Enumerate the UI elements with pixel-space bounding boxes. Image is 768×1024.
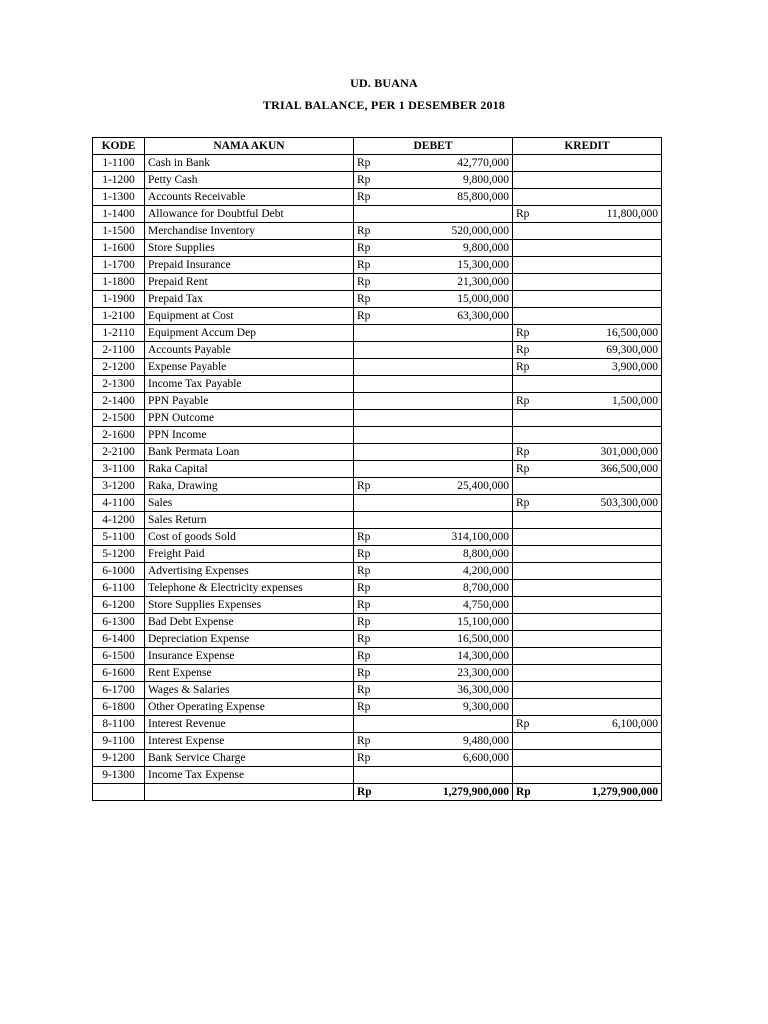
kredit-currency: Rp xyxy=(513,342,543,359)
table-row xyxy=(93,444,662,461)
account-code: 2-1500 xyxy=(93,410,145,427)
account-code: 1-1800 xyxy=(93,274,145,291)
account-code: 3-1200 xyxy=(93,478,145,495)
table-row xyxy=(93,189,662,206)
debet-currency: Rp xyxy=(354,597,386,614)
account-name: Interest Expense xyxy=(145,733,354,750)
account-name: Raka Capital xyxy=(145,461,354,478)
account-code: 9-1300 xyxy=(93,767,145,784)
debet-amount xyxy=(386,376,513,393)
kredit-amount xyxy=(543,274,662,291)
kredit-currency xyxy=(513,699,543,716)
debet-amount xyxy=(386,461,513,478)
account-name: Bank Permata Loan xyxy=(145,444,354,461)
account-name: Store Supplies Expenses xyxy=(145,597,354,614)
debet-amount: 42,770,000 xyxy=(386,155,513,172)
account-name: Prepaid Rent xyxy=(145,274,354,291)
kredit-amount xyxy=(543,291,662,308)
kredit-currency xyxy=(513,274,543,291)
debet-currency xyxy=(354,206,386,223)
total-row xyxy=(93,784,662,801)
kredit-currency xyxy=(513,478,543,495)
debet-currency: Rp xyxy=(354,614,386,631)
table-row xyxy=(93,682,662,699)
table-row xyxy=(93,750,662,767)
account-name: PPN Outcome xyxy=(145,410,354,427)
account-name: Interest Revenue xyxy=(145,716,354,733)
kredit-amount xyxy=(543,308,662,325)
account-code: 6-1000 xyxy=(93,563,145,580)
kredit-amount xyxy=(543,563,662,580)
kredit-amount: 6,100,000 xyxy=(543,716,662,733)
debet-amount: 15,300,000 xyxy=(386,257,513,274)
kredit-currency xyxy=(513,665,543,682)
debet-amount: 9,480,000 xyxy=(386,733,513,750)
kredit-amount xyxy=(543,546,662,563)
account-code: 5-1200 xyxy=(93,546,145,563)
kredit-currency: Rp xyxy=(513,325,543,342)
total-nama-cell xyxy=(145,784,354,801)
account-code: 2-1100 xyxy=(93,342,145,359)
kredit-currency xyxy=(513,172,543,189)
account-code: 8-1100 xyxy=(93,716,145,733)
account-code: 2-1600 xyxy=(93,427,145,444)
debet-amount: 16,500,000 xyxy=(386,631,513,648)
table-row xyxy=(93,597,662,614)
debet-amount: 14,300,000 xyxy=(386,648,513,665)
debet-amount: 314,100,000 xyxy=(386,529,513,546)
account-code: 1-1200 xyxy=(93,172,145,189)
account-code: 9-1200 xyxy=(93,750,145,767)
account-name: Depreciation Expense xyxy=(145,631,354,648)
debet-currency: Rp xyxy=(354,478,386,495)
account-name: PPN Payable xyxy=(145,393,354,410)
total-debet-currency: Rp xyxy=(354,784,386,801)
table-row xyxy=(93,240,662,257)
account-code: 1-2110 xyxy=(93,325,145,342)
company-name: UD. BUANA xyxy=(350,76,418,90)
account-name: Accounts Receivable xyxy=(145,189,354,206)
account-code: 1-1900 xyxy=(93,291,145,308)
table-header-row xyxy=(93,138,662,155)
kredit-currency xyxy=(513,257,543,274)
account-name: Store Supplies xyxy=(145,240,354,257)
table-row xyxy=(93,325,662,342)
kredit-currency: Rp xyxy=(513,444,543,461)
kredit-amount xyxy=(543,699,662,716)
account-name: Rent Expense xyxy=(145,665,354,682)
table-row xyxy=(93,512,662,529)
debet-currency xyxy=(354,342,386,359)
debet-amount: 8,800,000 xyxy=(386,546,513,563)
account-code: 2-1300 xyxy=(93,376,145,393)
table-row xyxy=(93,529,662,546)
debet-currency xyxy=(354,393,386,410)
kredit-currency xyxy=(513,767,543,784)
total-kredit-currency: Rp xyxy=(513,784,543,801)
table-row xyxy=(93,274,662,291)
debet-amount: 21,300,000 xyxy=(386,274,513,291)
debet-amount xyxy=(386,767,513,784)
kredit-currency xyxy=(513,376,543,393)
kredit-amount xyxy=(543,512,662,529)
kredit-amount xyxy=(543,172,662,189)
debet-currency: Rp xyxy=(354,308,386,325)
kredit-amount xyxy=(543,376,662,393)
debet-amount: 4,200,000 xyxy=(386,563,513,580)
kredit-amount xyxy=(543,529,662,546)
account-code: 9-1100 xyxy=(93,733,145,750)
debet-currency xyxy=(354,716,386,733)
debet-currency: Rp xyxy=(354,291,386,308)
table-row xyxy=(93,767,662,784)
debet-currency: Rp xyxy=(354,733,386,750)
kredit-amount: 1,500,000 xyxy=(543,393,662,410)
kredit-amount: 11,800,000 xyxy=(543,206,662,223)
debet-amount: 15,000,000 xyxy=(386,291,513,308)
table-row xyxy=(93,291,662,308)
account-name: Prepaid Insurance xyxy=(145,257,354,274)
debet-currency: Rp xyxy=(354,665,386,682)
table-row xyxy=(93,563,662,580)
account-code: 6-1500 xyxy=(93,648,145,665)
account-name: Income Tax Payable xyxy=(145,376,354,393)
account-code: 1-1300 xyxy=(93,189,145,206)
debet-currency: Rp xyxy=(354,189,386,206)
debet-currency xyxy=(354,444,386,461)
account-name: Petty Cash xyxy=(145,172,354,189)
account-code: 2-1400 xyxy=(93,393,145,410)
table-row xyxy=(93,410,662,427)
account-name: Raka, Drawing xyxy=(145,478,354,495)
table-row xyxy=(93,155,662,172)
debet-currency: Rp xyxy=(354,682,386,699)
kredit-currency xyxy=(513,597,543,614)
table-row xyxy=(93,427,662,444)
account-name: Advertising Expenses xyxy=(145,563,354,580)
account-code: 6-1700 xyxy=(93,682,145,699)
account-name: Freight Paid xyxy=(145,546,354,563)
kredit-currency xyxy=(513,189,543,206)
kredit-currency xyxy=(513,240,543,257)
kredit-amount xyxy=(543,410,662,427)
account-name: Merchandise Inventory xyxy=(145,223,354,240)
kredit-currency xyxy=(513,563,543,580)
account-name: Bad Debt Expense xyxy=(145,614,354,631)
kredit-currency: Rp xyxy=(513,495,543,512)
kredit-amount: 69,300,000 xyxy=(543,342,662,359)
account-name: Cost of goods Sold xyxy=(145,529,354,546)
kredit-currency: Rp xyxy=(513,206,543,223)
debet-amount xyxy=(386,495,513,512)
account-code: 6-1600 xyxy=(93,665,145,682)
debet-currency: Rp xyxy=(354,257,386,274)
account-name: Sales Return xyxy=(145,512,354,529)
debet-currency xyxy=(354,410,386,427)
account-name: Other Operating Expense xyxy=(145,699,354,716)
kredit-currency: Rp xyxy=(513,716,543,733)
debet-amount: 15,100,000 xyxy=(386,614,513,631)
kredit-amount: 3,900,000 xyxy=(543,359,662,376)
kredit-amount xyxy=(543,155,662,172)
kredit-amount xyxy=(543,223,662,240)
kredit-amount xyxy=(543,189,662,206)
table-row xyxy=(93,699,662,716)
account-name: PPN Income xyxy=(145,427,354,444)
table-row xyxy=(93,648,662,665)
debet-currency xyxy=(354,376,386,393)
debet-currency: Rp xyxy=(354,580,386,597)
debet-currency xyxy=(354,495,386,512)
kredit-currency: Rp xyxy=(513,461,543,478)
debet-amount: 25,400,000 xyxy=(386,478,513,495)
debet-currency: Rp xyxy=(354,648,386,665)
account-code: 6-1400 xyxy=(93,631,145,648)
debet-currency: Rp xyxy=(354,155,386,172)
debet-amount: 36,300,000 xyxy=(386,682,513,699)
account-code: 1-1400 xyxy=(93,206,145,223)
kredit-currency xyxy=(513,155,543,172)
debet-currency: Rp xyxy=(354,750,386,767)
kredit-amount: 366,500,000 xyxy=(543,461,662,478)
kredit-amount xyxy=(543,580,662,597)
table-row xyxy=(93,308,662,325)
debet-amount xyxy=(386,716,513,733)
kredit-amount xyxy=(543,478,662,495)
debet-amount xyxy=(386,342,513,359)
kredit-currency xyxy=(513,631,543,648)
debet-currency xyxy=(354,325,386,342)
debet-currency: Rp xyxy=(354,274,386,291)
column-header-kredit: KREDIT xyxy=(513,138,662,155)
account-name: Equipment Accum Dep xyxy=(145,325,354,342)
account-code: 3-1100 xyxy=(93,461,145,478)
debet-currency xyxy=(354,427,386,444)
table-row xyxy=(93,342,662,359)
kredit-currency: Rp xyxy=(513,359,543,376)
kredit-amount xyxy=(543,648,662,665)
debet-amount: 4,750,000 xyxy=(386,597,513,614)
kredit-amount: 301,000,000 xyxy=(543,444,662,461)
account-code: 5-1100 xyxy=(93,529,145,546)
kredit-currency xyxy=(513,580,543,597)
kredit-amount xyxy=(543,257,662,274)
debet-amount: 520,000,000 xyxy=(386,223,513,240)
account-code: 1-1700 xyxy=(93,257,145,274)
kredit-currency xyxy=(513,648,543,665)
table-row xyxy=(93,461,662,478)
table-row xyxy=(93,614,662,631)
kredit-amount xyxy=(543,614,662,631)
account-code: 6-1100 xyxy=(93,580,145,597)
account-code: 1-1500 xyxy=(93,223,145,240)
debet-amount: 63,300,000 xyxy=(386,308,513,325)
total-debet-amount: 1,279,900,000 xyxy=(386,784,513,801)
account-name: Allowance for Doubtful Debt xyxy=(145,206,354,223)
debet-amount: 9,800,000 xyxy=(386,172,513,189)
debet-currency xyxy=(354,461,386,478)
debet-currency: Rp xyxy=(354,563,386,580)
kredit-currency xyxy=(513,427,543,444)
account-name: Sales xyxy=(145,495,354,512)
debet-currency: Rp xyxy=(354,529,386,546)
debet-currency: Rp xyxy=(354,240,386,257)
kredit-amount: 503,300,000 xyxy=(543,495,662,512)
kredit-amount xyxy=(543,597,662,614)
debet-currency: Rp xyxy=(354,699,386,716)
debet-amount xyxy=(386,444,513,461)
debet-amount: 9,800,000 xyxy=(386,240,513,257)
debet-amount xyxy=(386,512,513,529)
kredit-amount xyxy=(543,665,662,682)
debet-amount: 6,600,000 xyxy=(386,750,513,767)
kredit-amount: 16,500,000 xyxy=(543,325,662,342)
account-code: 6-1300 xyxy=(93,614,145,631)
kredit-currency xyxy=(513,529,543,546)
table-row xyxy=(93,206,662,223)
table-body xyxy=(93,155,662,784)
kredit-currency xyxy=(513,733,543,750)
account-name: Wages & Salaries xyxy=(145,682,354,699)
kredit-amount xyxy=(543,682,662,699)
account-name: Equipment at Cost xyxy=(145,308,354,325)
debet-amount: 9,300,000 xyxy=(386,699,513,716)
account-code: 6-1800 xyxy=(93,699,145,716)
kredit-amount xyxy=(543,240,662,257)
account-name: Income Tax Expense xyxy=(145,767,354,784)
kredit-amount xyxy=(543,767,662,784)
table-row xyxy=(93,172,662,189)
kredit-currency xyxy=(513,223,543,240)
debet-currency: Rp xyxy=(354,172,386,189)
kredit-currency xyxy=(513,750,543,767)
debet-amount xyxy=(386,325,513,342)
table-row xyxy=(93,478,662,495)
account-name: Expense Payable xyxy=(145,359,354,376)
table-row xyxy=(93,223,662,240)
total-kode-cell xyxy=(93,784,145,801)
account-name: Cash in Bank xyxy=(145,155,354,172)
debet-currency: Rp xyxy=(354,546,386,563)
debet-amount: 8,700,000 xyxy=(386,580,513,597)
account-code: 1-2100 xyxy=(93,308,145,325)
total-kredit-amount: 1,279,900,000 xyxy=(543,784,662,801)
trial-balance-table xyxy=(92,137,662,801)
kredit-currency xyxy=(513,614,543,631)
kredit-amount xyxy=(543,427,662,444)
account-code: 1-1600 xyxy=(93,240,145,257)
kredit-amount xyxy=(543,733,662,750)
table-row xyxy=(93,631,662,648)
kredit-currency: Rp xyxy=(513,393,543,410)
kredit-amount xyxy=(543,631,662,648)
column-header-kode: KODE xyxy=(93,138,145,155)
debet-amount xyxy=(386,410,513,427)
kredit-currency xyxy=(513,410,543,427)
account-name: Prepaid Tax xyxy=(145,291,354,308)
account-code: 2-1200 xyxy=(93,359,145,376)
table-row xyxy=(93,257,662,274)
debet-currency xyxy=(354,767,386,784)
column-header-debet: DEBET xyxy=(354,138,513,155)
account-code: 1-1100 xyxy=(93,155,145,172)
kredit-currency xyxy=(513,546,543,563)
account-code: 2-2100 xyxy=(93,444,145,461)
kredit-currency xyxy=(513,682,543,699)
kredit-amount xyxy=(543,750,662,767)
table-row xyxy=(93,733,662,750)
account-name: Bank Service Charge xyxy=(145,750,354,767)
table-row xyxy=(93,376,662,393)
debet-amount xyxy=(386,206,513,223)
account-code: 4-1100 xyxy=(93,495,145,512)
table-row xyxy=(93,546,662,563)
debet-amount xyxy=(386,393,513,410)
table-row xyxy=(93,393,662,410)
debet-currency xyxy=(354,512,386,529)
column-header-nama-akun: NAMA AKUN xyxy=(145,138,354,155)
account-name: Accounts Payable xyxy=(145,342,354,359)
account-code: 6-1200 xyxy=(93,597,145,614)
debet-currency: Rp xyxy=(354,631,386,648)
report-title: TRIAL BALANCE, PER 1 DESEMBER 2018 xyxy=(262,98,506,112)
table-row xyxy=(93,580,662,597)
debet-currency xyxy=(354,359,386,376)
table-row xyxy=(93,665,662,682)
table-row xyxy=(93,716,662,733)
table-row xyxy=(93,359,662,376)
account-code: 4-1200 xyxy=(93,512,145,529)
kredit-currency xyxy=(513,291,543,308)
debet-amount: 85,800,000 xyxy=(386,189,513,206)
debet-currency: Rp xyxy=(354,223,386,240)
account-name: Insurance Expense xyxy=(145,648,354,665)
kredit-currency xyxy=(513,308,543,325)
account-name: Telephone & Electricity expenses xyxy=(145,580,354,597)
debet-amount xyxy=(386,427,513,444)
table-row xyxy=(93,495,662,512)
debet-amount: 23,300,000 xyxy=(386,665,513,682)
kredit-currency xyxy=(513,512,543,529)
debet-amount xyxy=(386,359,513,376)
